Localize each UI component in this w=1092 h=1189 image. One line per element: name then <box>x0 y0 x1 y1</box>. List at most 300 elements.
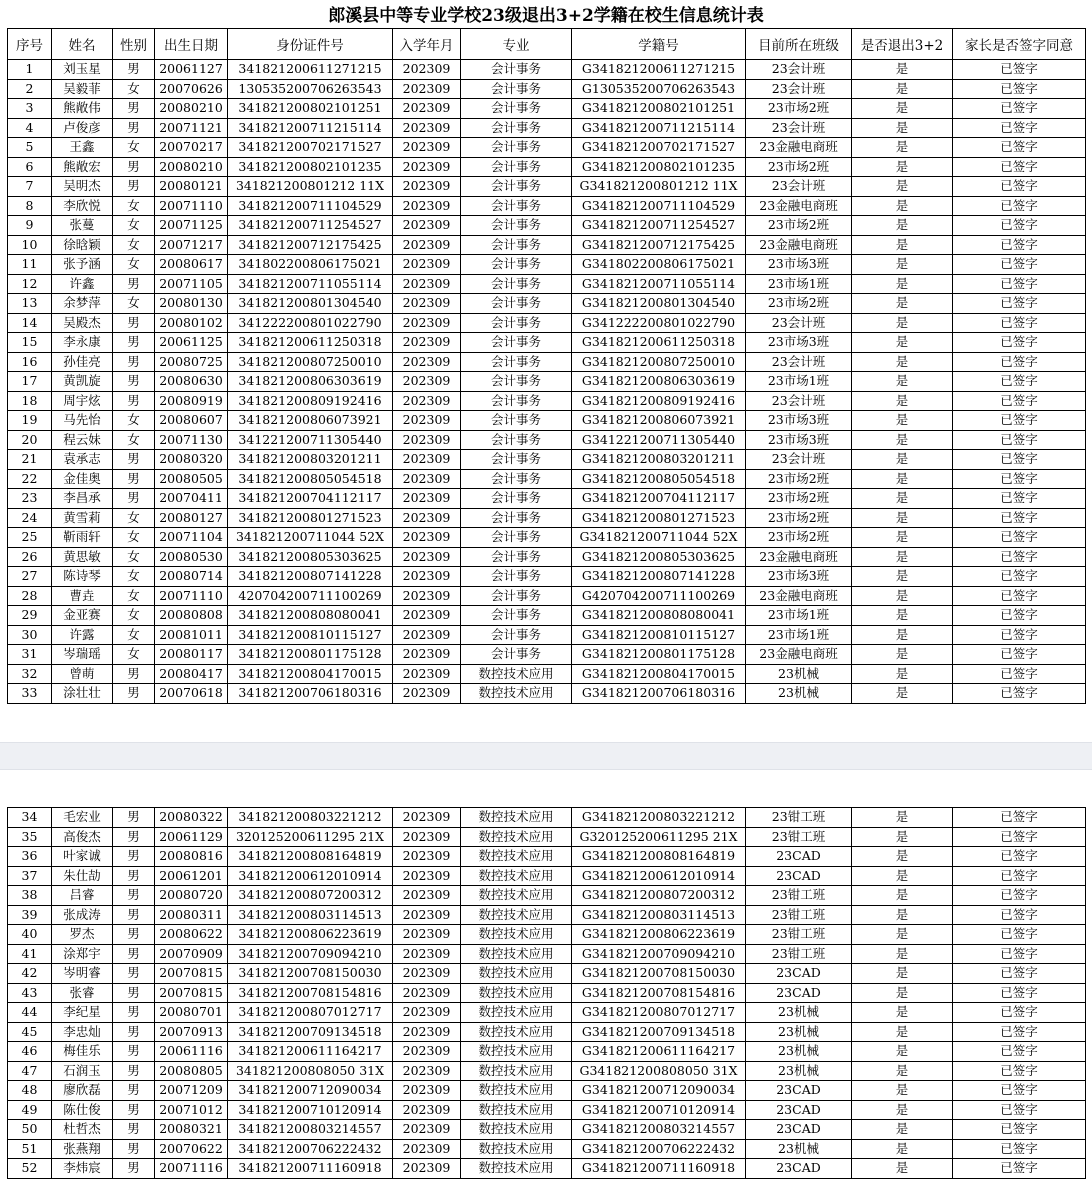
cell-name: 王鑫 <box>52 138 113 158</box>
cell-parent-signed: 已签字 <box>953 1022 1086 1042</box>
cell-enroll-month: 202309 <box>393 333 461 353</box>
cell-gender: 男 <box>113 1100 155 1120</box>
table-row <box>8 1061 1086 1081</box>
cell-birthdate: 20080117 <box>155 645 228 665</box>
cell-index: 42 <box>8 964 52 984</box>
cell-enroll-month: 202309 <box>393 294 461 314</box>
cell-name: 袁承志 <box>52 450 113 470</box>
cell-name: 涂郑宇 <box>52 944 113 964</box>
cell-student-number: G420704200711100269 <box>572 586 746 606</box>
cell-major: 会计事务 <box>461 450 572 470</box>
cell-index: 39 <box>8 905 52 925</box>
cell-withdraw: 是 <box>852 99 953 119</box>
cell-parent-signed: 已签字 <box>953 1081 1086 1101</box>
cell-withdraw: 是 <box>852 118 953 138</box>
cell-major: 会计事务 <box>461 547 572 567</box>
cell-birthdate: 20070815 <box>155 964 228 984</box>
cell-gender: 男 <box>113 1120 155 1140</box>
cell-student-number: G341821200807012717 <box>572 1003 746 1023</box>
col-header-gender: 性别 <box>113 29 155 60</box>
table-row <box>8 391 1086 411</box>
cell-student-number: G341821200802101251 <box>572 99 746 119</box>
cell-withdraw: 是 <box>852 411 953 431</box>
table-row <box>8 827 1086 847</box>
cell-gender: 男 <box>113 905 155 925</box>
cell-major: 会计事务 <box>461 430 572 450</box>
table-row <box>8 79 1086 99</box>
cell-withdraw: 是 <box>852 333 953 353</box>
cell-enroll-month: 202309 <box>393 255 461 275</box>
cell-student-number: G341802200806175021 <box>572 255 746 275</box>
cell-withdraw: 是 <box>852 925 953 945</box>
cell-name: 叶家诚 <box>52 847 113 867</box>
cell-index: 36 <box>8 847 52 867</box>
cell-gender: 男 <box>113 925 155 945</box>
table-row <box>8 196 1086 216</box>
cell-class: 23CAD <box>746 983 852 1003</box>
cell-birthdate: 20080311 <box>155 905 228 925</box>
cell-gender: 男 <box>113 177 155 197</box>
cell-birthdate: 20080808 <box>155 606 228 626</box>
cell-parent-signed: 已签字 <box>953 333 1086 353</box>
cell-class: 23CAD <box>746 847 852 867</box>
cell-gender: 女 <box>113 645 155 665</box>
table-row <box>8 450 1086 470</box>
table-row <box>8 567 1086 587</box>
cell-withdraw: 是 <box>852 294 953 314</box>
table-row <box>8 489 1086 509</box>
cell-student-number: G341821200611271215 <box>572 60 746 80</box>
cell-name: 岑明睿 <box>52 964 113 984</box>
cell-name: 曾萌 <box>52 664 113 684</box>
table-row <box>8 905 1086 925</box>
cell-class: 23金融电商班 <box>746 645 852 665</box>
cell-birthdate: 20071130 <box>155 430 228 450</box>
cell-student-number: G341821200801304540 <box>572 294 746 314</box>
cell-birthdate: 20080210 <box>155 99 228 119</box>
cell-withdraw: 是 <box>852 79 953 99</box>
cell-enroll-month: 202309 <box>393 138 461 158</box>
cell-id-number: 341821200802101235 <box>228 157 393 177</box>
cell-gender: 男 <box>113 450 155 470</box>
cell-student-number: G341821200801271523 <box>572 508 746 528</box>
cell-enroll-month: 202309 <box>393 274 461 294</box>
cell-gender: 男 <box>113 964 155 984</box>
cell-parent-signed: 已签字 <box>953 606 1086 626</box>
cell-class: 23金融电商班 <box>746 586 852 606</box>
cell-enroll-month: 202309 <box>393 827 461 847</box>
cell-student-number: G341821200611164217 <box>572 1042 746 1062</box>
table-row <box>8 1159 1086 1179</box>
cell-birthdate: 20080701 <box>155 1003 228 1023</box>
cell-gender: 男 <box>113 1139 155 1159</box>
table-row <box>8 469 1086 489</box>
cell-enroll-month: 202309 <box>393 508 461 528</box>
cell-name: 李纪星 <box>52 1003 113 1023</box>
cell-gender: 男 <box>113 60 155 80</box>
cell-name: 靳雨轩 <box>52 528 113 548</box>
cell-student-number: G341821200711215114 <box>572 118 746 138</box>
cell-id-number: 341821200810115127 <box>228 625 393 645</box>
cell-class: 23市场1班 <box>746 372 852 392</box>
cell-index: 20 <box>8 430 52 450</box>
cell-id-number: 341821200804170015 <box>228 664 393 684</box>
table-row <box>8 411 1086 431</box>
cell-major: 会计事务 <box>461 118 572 138</box>
cell-gender: 女 <box>113 508 155 528</box>
cell-name: 程云妹 <box>52 430 113 450</box>
cell-class: 23会计班 <box>746 177 852 197</box>
cell-withdraw: 是 <box>852 196 953 216</box>
cell-parent-signed: 已签字 <box>953 430 1086 450</box>
cell-index: 6 <box>8 157 52 177</box>
cell-gender: 男 <box>113 1081 155 1101</box>
cell-birthdate: 20061201 <box>155 866 228 886</box>
cell-enroll-month: 202309 <box>393 79 461 99</box>
cell-student-number: G341821200807141228 <box>572 567 746 587</box>
cell-index: 12 <box>8 274 52 294</box>
cell-name: 张燕翔 <box>52 1139 113 1159</box>
cell-withdraw: 是 <box>852 430 953 450</box>
cell-id-number: 341821200803214557 <box>228 1120 393 1140</box>
cell-class: 23市场3班 <box>746 430 852 450</box>
cell-major: 数控技术应用 <box>461 944 572 964</box>
cell-name: 朱仕劼 <box>52 866 113 886</box>
cell-student-number: G341821200612010914 <box>572 866 746 886</box>
cell-class: 23CAD <box>746 866 852 886</box>
cell-birthdate: 20071012 <box>155 1100 228 1120</box>
col-header-withdraw: 是否退出3+2 <box>852 29 953 60</box>
cell-withdraw: 是 <box>852 157 953 177</box>
cell-student-number: G341821200806223619 <box>572 925 746 945</box>
cell-birthdate: 20080321 <box>155 1120 228 1140</box>
cell-withdraw: 是 <box>852 645 953 665</box>
cell-student-number: G341221200711305440 <box>572 430 746 450</box>
cell-class: 23钳工班 <box>746 886 852 906</box>
cell-parent-signed: 已签字 <box>953 274 1086 294</box>
cell-birthdate: 20080102 <box>155 313 228 333</box>
cell-gender: 男 <box>113 391 155 411</box>
table-row <box>8 586 1086 606</box>
cell-name: 黄凯旋 <box>52 372 113 392</box>
cell-gender: 女 <box>113 79 155 99</box>
cell-major: 会计事务 <box>461 352 572 372</box>
table-row <box>8 944 1086 964</box>
cell-class: 23市场3班 <box>746 567 852 587</box>
cell-index: 29 <box>8 606 52 626</box>
cell-withdraw: 是 <box>852 625 953 645</box>
cell-parent-signed: 已签字 <box>953 352 1086 372</box>
cell-gender: 男 <box>113 1042 155 1062</box>
cell-student-number: G320125200611295 21X <box>572 827 746 847</box>
cell-id-number: 341821200808080041 <box>228 606 393 626</box>
cell-class: 23钳工班 <box>746 944 852 964</box>
cell-class: 23市场3班 <box>746 333 852 353</box>
cell-student-number: G341821200803214557 <box>572 1120 746 1140</box>
cell-index: 16 <box>8 352 52 372</box>
cell-parent-signed: 已签字 <box>953 60 1086 80</box>
cell-enroll-month: 202309 <box>393 1022 461 1042</box>
cell-index: 41 <box>8 944 52 964</box>
cell-gender: 男 <box>113 866 155 886</box>
cell-birthdate: 20080530 <box>155 547 228 567</box>
cell-class: 23市场3班 <box>746 411 852 431</box>
cell-enroll-month: 202309 <box>393 925 461 945</box>
col-header-student-number: 学籍号 <box>572 29 746 60</box>
cell-major: 会计事务 <box>461 411 572 431</box>
cell-birthdate: 20080617 <box>155 255 228 275</box>
cell-index: 28 <box>8 586 52 606</box>
cell-index: 8 <box>8 196 52 216</box>
cell-enroll-month: 202309 <box>393 1081 461 1101</box>
cell-major: 会计事务 <box>461 469 572 489</box>
cell-student-number: G341821200708154816 <box>572 983 746 1003</box>
cell-major: 会计事务 <box>461 508 572 528</box>
cell-birthdate: 20061129 <box>155 827 228 847</box>
cell-class: 23CAD <box>746 1100 852 1120</box>
cell-id-number: 341821200803221212 <box>228 808 393 828</box>
sheet-page-1 <box>7 0 1085 700</box>
table-row <box>8 118 1086 138</box>
cell-student-number: G341821200611250318 <box>572 333 746 353</box>
cell-enroll-month: 202309 <box>393 606 461 626</box>
cell-gender: 女 <box>113 411 155 431</box>
cell-enroll-month: 202309 <box>393 235 461 255</box>
cell-name: 熊敞宏 <box>52 157 113 177</box>
cell-parent-signed: 已签字 <box>953 886 1086 906</box>
cell-class: 23钳工班 <box>746 925 852 945</box>
cell-student-number: G341821200808080041 <box>572 606 746 626</box>
cell-major: 会计事务 <box>461 528 572 548</box>
cell-gender: 男 <box>113 847 155 867</box>
cell-birthdate: 20080816 <box>155 847 228 867</box>
cell-name: 张成涛 <box>52 905 113 925</box>
cell-enroll-month: 202309 <box>393 489 461 509</box>
cell-parent-signed: 已签字 <box>953 450 1086 470</box>
cell-birthdate: 20080630 <box>155 372 228 392</box>
cell-name: 吕睿 <box>52 886 113 906</box>
cell-index: 38 <box>8 886 52 906</box>
cell-enroll-month: 202309 <box>393 60 461 80</box>
cell-id-number: 341821200611271215 <box>228 60 393 80</box>
cell-index: 31 <box>8 645 52 665</box>
cell-class: 23金融电商班 <box>746 235 852 255</box>
cell-withdraw: 是 <box>852 586 953 606</box>
cell-parent-signed: 已签字 <box>953 391 1086 411</box>
cell-enroll-month: 202309 <box>393 157 461 177</box>
cell-gender: 男 <box>113 664 155 684</box>
cell-name: 许鑫 <box>52 274 113 294</box>
cell-class: 23会计班 <box>746 60 852 80</box>
cell-student-number: G341821200711254527 <box>572 216 746 236</box>
cell-class: 23市场3班 <box>746 255 852 275</box>
cell-class: 23CAD <box>746 1159 852 1179</box>
cell-birthdate: 20070411 <box>155 489 228 509</box>
table-row <box>8 177 1086 197</box>
col-header-enroll-month: 入学年月 <box>393 29 461 60</box>
student-table-page-1 <box>7 28 1086 704</box>
cell-id-number: 341802200806175021 <box>228 255 393 275</box>
cell-withdraw: 是 <box>852 886 953 906</box>
cell-gender: 男 <box>113 469 155 489</box>
cell-id-number: 341821200712175425 <box>228 235 393 255</box>
cell-major: 数控技术应用 <box>461 1139 572 1159</box>
cell-birthdate: 20080725 <box>155 352 228 372</box>
cell-index: 9 <box>8 216 52 236</box>
cell-gender: 男 <box>113 274 155 294</box>
cell-parent-signed: 已签字 <box>953 118 1086 138</box>
cell-student-number: G341821200710120914 <box>572 1100 746 1120</box>
cell-name: 高俊杰 <box>52 827 113 847</box>
cell-enroll-month: 202309 <box>393 528 461 548</box>
cell-class: 23市场2班 <box>746 508 852 528</box>
cell-name: 李欣悦 <box>52 196 113 216</box>
cell-parent-signed: 已签字 <box>953 1061 1086 1081</box>
cell-student-number: G341821200706180316 <box>572 684 746 704</box>
cell-birthdate: 20080919 <box>155 391 228 411</box>
cell-id-number: 341821200704112117 <box>228 489 393 509</box>
cell-gender: 女 <box>113 196 155 216</box>
cell-parent-signed: 已签字 <box>953 138 1086 158</box>
cell-index: 5 <box>8 138 52 158</box>
cell-major: 数控技术应用 <box>461 1022 572 1042</box>
cell-birthdate: 20071110 <box>155 586 228 606</box>
cell-name: 许露 <box>52 625 113 645</box>
col-header-major: 专业 <box>461 29 572 60</box>
cell-id-number: 341821200612010914 <box>228 866 393 886</box>
cell-id-number: 341821200808050 31X <box>228 1061 393 1081</box>
cell-enroll-month: 202309 <box>393 177 461 197</box>
cell-student-number: G341821200711044 52X <box>572 528 746 548</box>
cell-enroll-month: 202309 <box>393 547 461 567</box>
table-row <box>8 808 1086 828</box>
cell-student-number: G341821200807200312 <box>572 886 746 906</box>
cell-name: 李永康 <box>52 333 113 353</box>
cell-birthdate: 20080121 <box>155 177 228 197</box>
cell-birthdate: 20080622 <box>155 925 228 945</box>
cell-name: 李炜宸 <box>52 1159 113 1179</box>
cell-withdraw: 是 <box>852 1003 953 1023</box>
cell-major: 数控技术应用 <box>461 983 572 1003</box>
cell-enroll-month: 202309 <box>393 1003 461 1023</box>
cell-parent-signed: 已签字 <box>953 925 1086 945</box>
cell-class: 23机械 <box>746 664 852 684</box>
cell-index: 17 <box>8 372 52 392</box>
cell-major: 数控技术应用 <box>461 1120 572 1140</box>
cell-class: 23钳工班 <box>746 827 852 847</box>
cell-class: 23金融电商班 <box>746 196 852 216</box>
cell-index: 25 <box>8 528 52 548</box>
cell-class: 23CAD <box>746 964 852 984</box>
cell-major: 会计事务 <box>461 60 572 80</box>
cell-withdraw: 是 <box>852 1022 953 1042</box>
cell-class: 23市场2班 <box>746 528 852 548</box>
cell-name: 孙佳亮 <box>52 352 113 372</box>
cell-index: 18 <box>8 391 52 411</box>
cell-birthdate: 20070626 <box>155 79 228 99</box>
cell-gender: 女 <box>113 216 155 236</box>
cell-birthdate: 20080607 <box>155 411 228 431</box>
cell-withdraw: 是 <box>852 274 953 294</box>
cell-id-number: 420704200711100269 <box>228 586 393 606</box>
cell-student-number: G341821200803201211 <box>572 450 746 470</box>
table-row <box>8 1081 1086 1101</box>
cell-id-number: 341821200807200312 <box>228 886 393 906</box>
cell-id-number: 341821200802101251 <box>228 99 393 119</box>
cell-student-number: G341821200804170015 <box>572 664 746 684</box>
cell-parent-signed: 已签字 <box>953 313 1086 333</box>
cell-withdraw: 是 <box>852 1159 953 1179</box>
cell-name: 张予涵 <box>52 255 113 275</box>
cell-parent-signed: 已签字 <box>953 567 1086 587</box>
cell-enroll-month: 202309 <box>393 1120 461 1140</box>
cell-parent-signed: 已签字 <box>953 1139 1086 1159</box>
cell-class: 23市场2班 <box>746 99 852 119</box>
cell-gender: 男 <box>113 99 155 119</box>
cell-enroll-month: 202309 <box>393 411 461 431</box>
cell-enroll-month: 202309 <box>393 964 461 984</box>
cell-withdraw: 是 <box>852 313 953 333</box>
page-break-gap <box>0 742 1092 770</box>
cell-withdraw: 是 <box>852 372 953 392</box>
cell-major: 会计事务 <box>461 333 572 353</box>
cell-gender: 女 <box>113 606 155 626</box>
cell-birthdate: 20071104 <box>155 528 228 548</box>
cell-parent-signed: 已签字 <box>953 625 1086 645</box>
cell-student-number: G341821200808164819 <box>572 847 746 867</box>
cell-birthdate: 20080320 <box>155 450 228 470</box>
cell-withdraw: 是 <box>852 177 953 197</box>
cell-enroll-month: 202309 <box>393 905 461 925</box>
cell-name: 张蔓 <box>52 216 113 236</box>
cell-birthdate: 20081011 <box>155 625 228 645</box>
cell-index: 4 <box>8 118 52 138</box>
cell-enroll-month: 202309 <box>393 450 461 470</box>
cell-class: 23市场2班 <box>746 469 852 489</box>
cell-class: 23金融电商班 <box>746 547 852 567</box>
cell-class: 23机械 <box>746 1022 852 1042</box>
cell-birthdate: 20061125 <box>155 333 228 353</box>
cell-parent-signed: 已签字 <box>953 372 1086 392</box>
table-row <box>8 274 1086 294</box>
cell-index: 47 <box>8 1061 52 1081</box>
cell-id-number: 341821200808164819 <box>228 847 393 867</box>
cell-withdraw: 是 <box>852 866 953 886</box>
cell-withdraw: 是 <box>852 847 953 867</box>
cell-index: 30 <box>8 625 52 645</box>
cell-gender: 男 <box>113 1061 155 1081</box>
cell-index: 50 <box>8 1120 52 1140</box>
cell-birthdate: 20080805 <box>155 1061 228 1081</box>
cell-gender: 女 <box>113 294 155 314</box>
cell-name: 涂壮壮 <box>52 684 113 704</box>
cell-parent-signed: 已签字 <box>953 177 1086 197</box>
cell-id-number: 341821200708150030 <box>228 964 393 984</box>
cell-parent-signed: 已签字 <box>953 1159 1086 1179</box>
table-row <box>8 508 1086 528</box>
cell-gender: 女 <box>113 547 155 567</box>
cell-gender: 男 <box>113 333 155 353</box>
cell-student-number: G341821200709094210 <box>572 944 746 964</box>
table-row <box>8 866 1086 886</box>
cell-id-number: 341821200801175128 <box>228 645 393 665</box>
cell-withdraw: 是 <box>852 964 953 984</box>
cell-birthdate: 20080714 <box>155 567 228 587</box>
cell-student-number: G341821200803221212 <box>572 808 746 828</box>
cell-enroll-month: 202309 <box>393 808 461 828</box>
cell-index: 27 <box>8 567 52 587</box>
cell-name: 石润玉 <box>52 1061 113 1081</box>
